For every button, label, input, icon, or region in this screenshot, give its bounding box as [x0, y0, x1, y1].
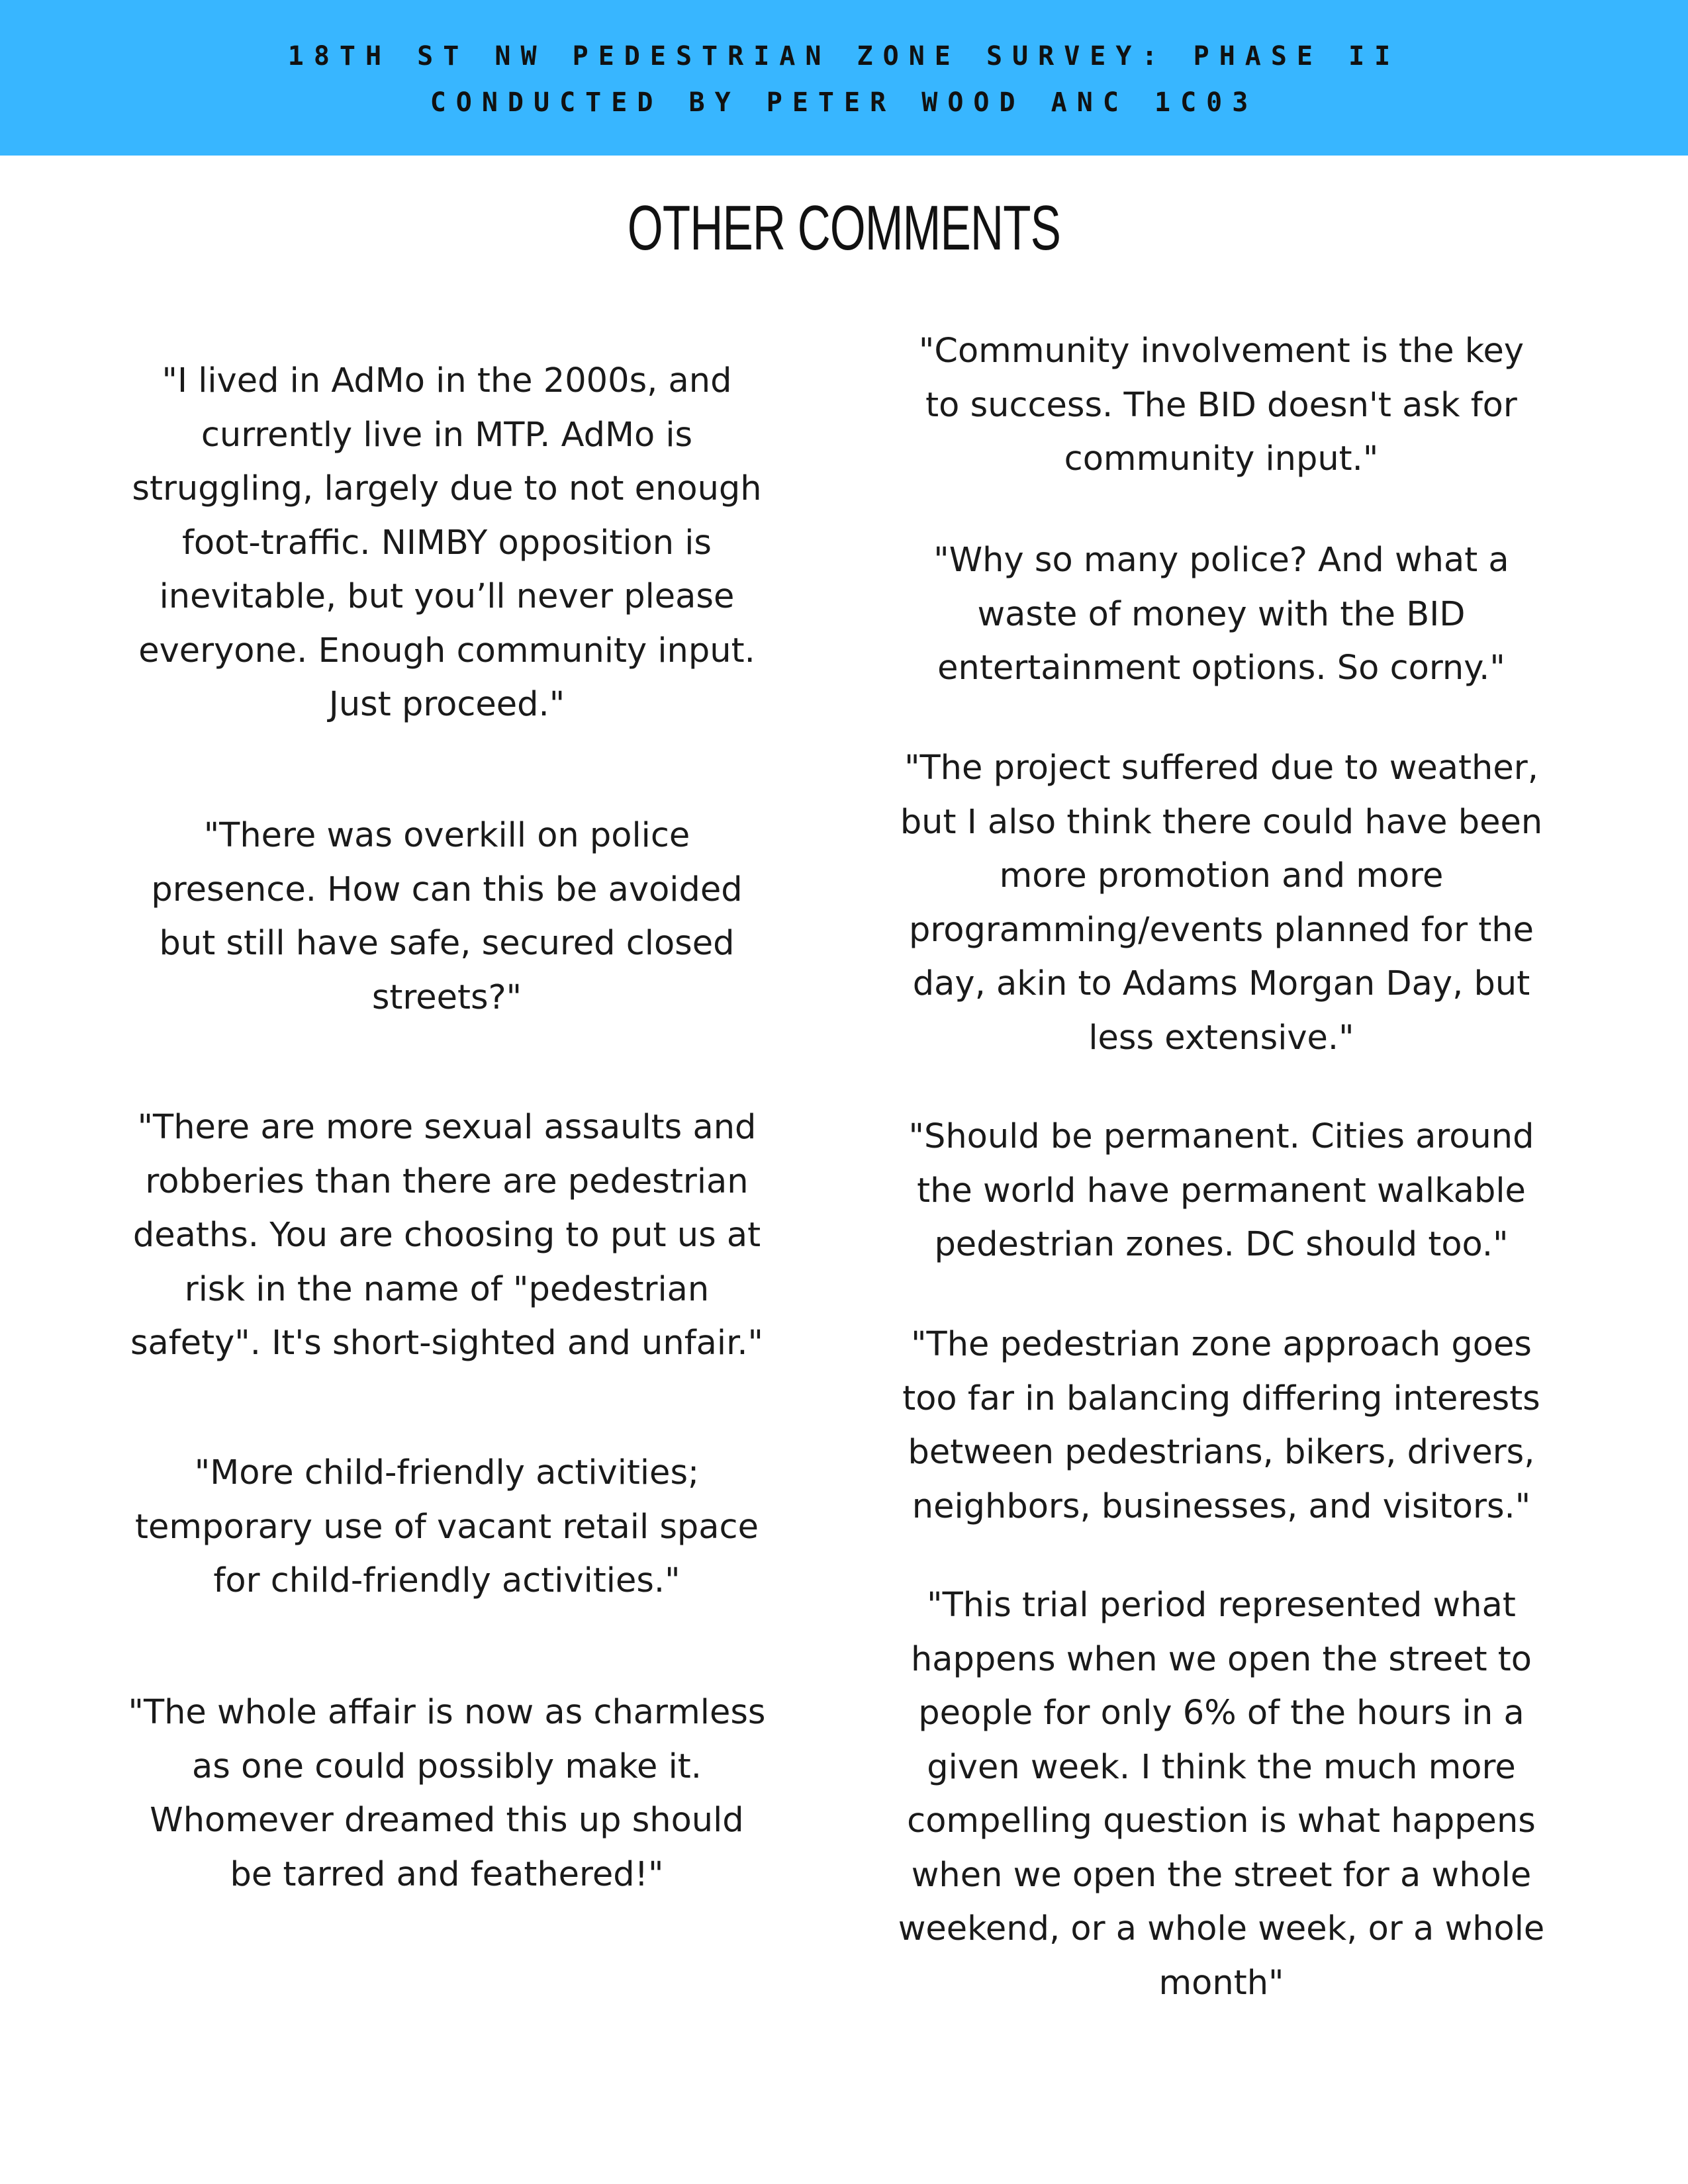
header-banner [0, 0, 1688, 156]
comment-left-1: "I lived in AdMo in the 2000s, and currently live in MTP. AdMo is struggling, largely due to not enough foot-traffic. NIMBY opposition is inevitable, but you’ll never please everyone. Enough community input. Just proceed." [132, 361, 762, 724]
comment-right-3: "The project suffered due to weather, but I also think there could have been more promotion and more programming/events planned for the day, akin to Adams Morgan Day, but less extensive." [900, 749, 1543, 1058]
comment-right-6: "This trial period represented what happens when we open the street to people for only 6% of the hours in a given week. I think the much more compelling question is what happens when we open the street for a whole weekend, or a whole week, or a whole month" [898, 1586, 1545, 2003]
comment-right-2: "Why so many police? And what a waste of money with the BID entertainment options. So corny." [933, 541, 1509, 688]
comment-left-3: "There are more sexual assaults and robberies than there are pedestrian deaths. You are choosing to put us at risk in the name of "pedestrian safety". It's short-sighted and unfair." [130, 1108, 764, 1363]
survey-conductor: CONDUCTED BY PETER WOOD ANC 1C03 [430, 87, 1258, 118]
comment-right-1: "Community involvement is the key to success. The BID doesn't ask for community input." [918, 332, 1524, 478]
comment-left-2: "There was overkill on police presence. How can this be avoided but still have safe, secured closed streets?" [151, 816, 743, 1017]
survey-title: 18TH ST NW PEDESTRIAN ZONE SURVEY: PHASE II [287, 41, 1401, 71]
section-title: OTHER COMMENTS [627, 193, 1061, 263]
comment-left-4: "More child-friendly activities; temporary use of vacant retail space for child-friendly activities." [135, 1453, 759, 1600]
comment-right-4: "Should be permanent. Cities around the world have permanent walkable pedestrian zones. DC should too." [908, 1117, 1534, 1264]
comment-left-5: "The whole affair is now as charmless as one could possibly make it. Whomever dreamed this up should be tarred and feathered!" [128, 1693, 766, 1894]
comment-right-5: "The pedestrian zone approach goes too far in balancing differing interests between pedestrians, bikers, drivers, neighbors, businesses, and visitors." [902, 1325, 1540, 1526]
